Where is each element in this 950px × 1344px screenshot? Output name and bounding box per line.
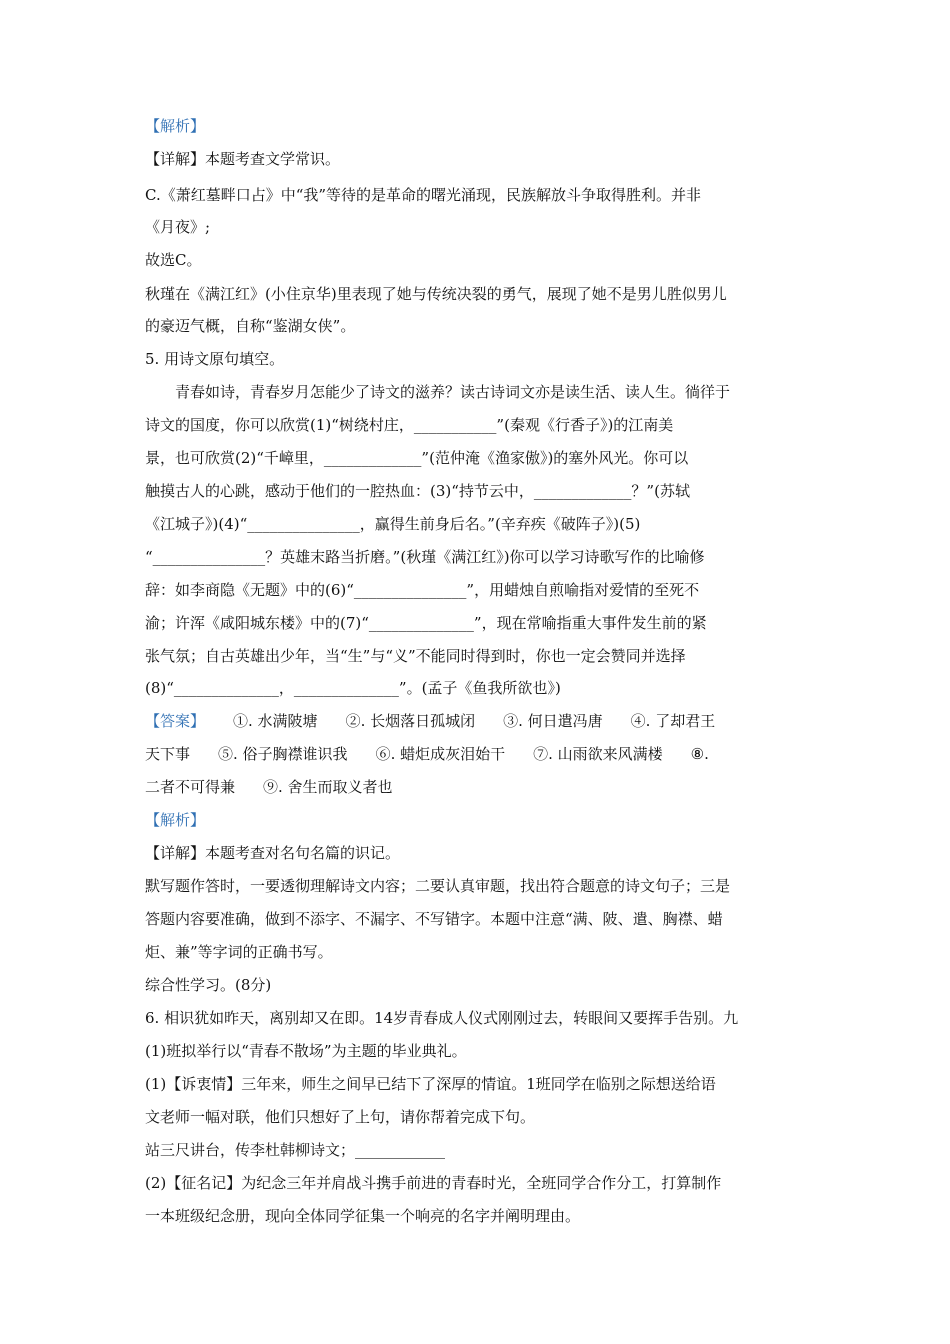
answer-item: ③. 何日遣冯唐	[503, 712, 603, 730]
text-line: (2)【征名记】为纪念三年并肩战斗携手前进的青春时光，全班同学合作分工，打算制作	[145, 1174, 722, 1192]
answer-item: 二者不可得兼	[145, 778, 236, 796]
answer-item: ⑥. 蜡炬成灰泪始干	[375, 745, 506, 763]
text-line: (8)“______________，______________”。(孟子《鱼我所欲也》)	[145, 679, 561, 697]
text-line: 答题内容要准确，做到不添字、不漏字、不写错字。本题中注意“满、陂、遣、胸襟、蜡	[145, 910, 723, 928]
text-line: 一本班级纪念册，现向全体同学征集一个响亮的名字并阐明理由。	[145, 1207, 581, 1225]
answer-item: ②. 长烟落日孤城闭	[345, 712, 476, 730]
answer-item: 天下事	[145, 745, 191, 763]
answer-item: ①. 水满陂塘	[233, 712, 318, 730]
answer-line	[145, 740, 810, 768]
text-line: (1)【诉衷情】三年来，师生之间早已结下了深厚的情谊。1班同学在临别之际想送给语	[145, 1075, 716, 1093]
text-line: 触摸古人的心跳，感动于他们的一腔热血：(3)“持节云中，_____________？”(苏轼	[145, 482, 690, 500]
answer-item: ⑦. 山雨欲来风满楼	[533, 745, 663, 763]
answer-heading: 【答案】	[145, 712, 206, 730]
text-line: “_______________？英雄末路当折磨。”(秋瑾《满江红》)你可以学习诗歌写作的比喻修	[145, 548, 705, 566]
analysis-heading: 【解析】	[145, 117, 206, 135]
text-line: (1)班拟举行以“青春不散场”为主题的毕业典礼。	[145, 1042, 467, 1060]
text-line: 青春如诗，青春岁月怎能少了诗文的滋养？读古诗词文亦是读生活、读人生。徜徉于	[175, 383, 731, 401]
answer-item: ⑤. 俗子胸襟谁识我	[218, 745, 348, 763]
answer-line	[145, 707, 810, 735]
question-5-title: 5. 用诗文原句填空。	[145, 350, 285, 368]
answer-item: ④. 了却君王	[630, 712, 716, 730]
text-line: C.《萧红墓畔口占》中“我”等待的是革命的曙光涌现，民族解放斗争取得胜利。并非	[145, 186, 702, 204]
text-line: 《月夜》;	[145, 218, 211, 236]
text-line: 故选C。	[145, 251, 202, 269]
text-line: 诗文的国度，你可以欣赏(1)“树绕村庄，___________”(秦观《行香子》)的江南美	[145, 416, 674, 434]
answer-item: ⑨. 舍生而取义者也	[263, 778, 393, 796]
analysis-heading: 【解析】	[145, 811, 206, 829]
couplet-line: 站三尺讲台，传李杜韩柳诗文；____________	[145, 1141, 446, 1159]
text-line: 渝；许浑《咸阳城东楼》中的(7)“______________”，现在常喻指重大事件发生前的紧	[145, 614, 707, 632]
text-line: 《江城子》)(4)“_______________，赢得生前身后名。”(辛弃疾《破阵子》)(5)	[145, 515, 641, 533]
text-line: 辞：如李商隐《无题》中的(6)“_______________”，用蜡烛自煎喻指对爱情的至死不	[145, 581, 700, 599]
text-line: 默写题作答时，一要透彻理解诗文内容；二要认真审题，找出符合题意的诗文句子；三是	[145, 877, 731, 895]
detail-line: 【详解】本题考查对名句名篇的识记。	[145, 844, 401, 862]
text-line: 张气氛；自古英雄出少年，当“生”与“义”不能同时得到时，你也一定会赞同并选择	[145, 647, 686, 665]
text-line: 的豪迈气概，自称“鉴湖女侠”。	[145, 317, 356, 335]
text-line: 炬、兼”等字词的正确书写。	[145, 943, 333, 961]
section-title: 综合性学习。(8分)	[145, 976, 272, 994]
answer-item: ⑧.	[690, 745, 709, 763]
text-line: 文老师一幅对联，他们只想好了上句，请你帮着完成下句。	[145, 1108, 536, 1126]
detail-line: 【详解】本题考查文学常识。	[145, 150, 341, 168]
answer-line	[145, 773, 810, 801]
question-6-title: 6. 相识犹如昨天，离别却又在即。14岁青春成人仪式刚刚过去，转眼间又要挥手告别。九	[145, 1009, 739, 1027]
text-line: 秋瑾在《满江红》(小住京华)里表现了她与传统决裂的勇气，展现了她不是男儿胜似男儿	[145, 285, 727, 303]
text-line: 景，也可欣赏(2)“千嶂里，_____________”(范仲淹《渔家傲》)的塞外风光。你可以	[145, 449, 689, 467]
